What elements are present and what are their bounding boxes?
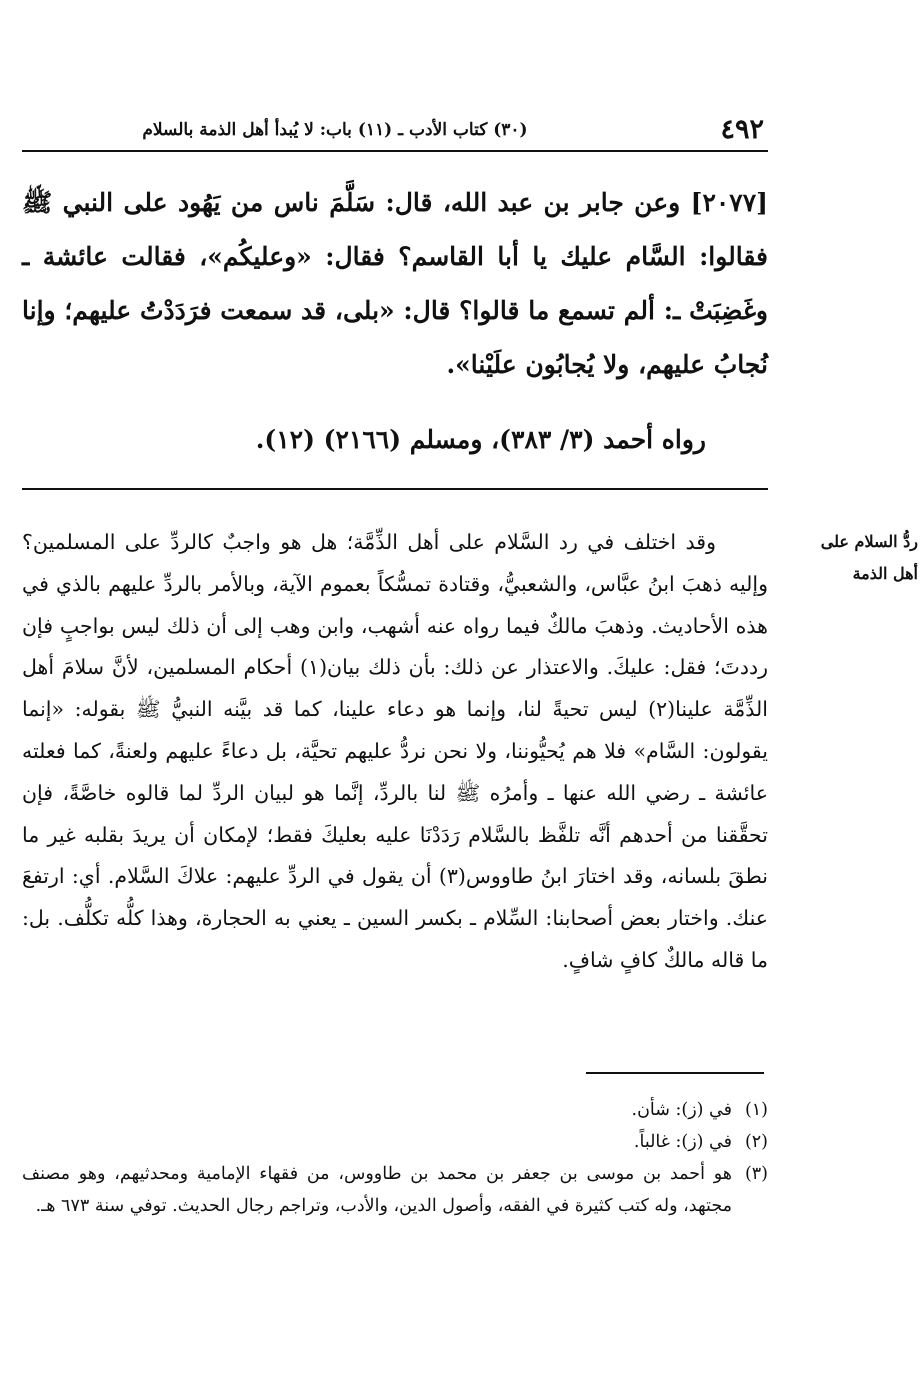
hadith-text: [٢٠٧٧] وعن جابر بن عبد الله، قال: سَلَّمَ ناس من يَهُود على النبي ﷺ فقالوا: السَّام عليك يا أبا القاسم؟ فقال: «وعليكُم»، فقالت عائشة ـ وغَضِبَتْ ـ: ألم تسمع ما قالوا؟ قال: «بلى، قد سمعت فرَدَدْتُ عليهم؛ وإنا نُجابُ عليهم، ولا يُجابُون علَيْنا». <box>22 188 768 379</box>
footnote-text: هو أحمد بن موسى بن جعفر بن محمد بن طاووس، من فقهاء الإمامية ومحدثيهم، وهو مصنف مجتهد، وله كتب كثيرة في الفقه، وأصول الدين، والأدب، وتراجم رجال الحديث. توفي سنة ٦٧٣ هـ. <box>22 1164 732 1216</box>
section-divider <box>22 488 768 490</box>
hadith-block <box>22 176 768 460</box>
page-number: ٤٩٢ <box>720 114 764 145</box>
footnotes <box>22 1094 768 1222</box>
running-title: (٣٠) كتاب الأدب ـ (١١) باب: لا يُبدأ أهل الذمة بالسلام <box>142 120 528 140</box>
margin-note-line: أهل الذمة <box>852 564 918 583</box>
footnote-text: في (ز): شأن. <box>631 1100 732 1120</box>
footnote-number: (٢) <box>744 1132 768 1152</box>
margin-note-line: ردُّ السلام على <box>820 532 918 551</box>
footnote-number: (٣) <box>744 1164 768 1184</box>
running-header <box>22 112 768 152</box>
footnote <box>22 1126 768 1158</box>
commentary-text: وقد اختلف في رد السَّلام على أهل الذِّمَّة؛ هل هو واجبٌ كالردِّ على المسلمين؟ وإليه ذهبَ ابنُ عبَّاس، والشعبيُّ، وقتادة تمسُّكاً بعموم الآية، وبالأمر بالردِّ عليهم بالذي في هذه الأحاديث. وذهبَ مالكٌ فيما رواه عنه أشهب، وابن وهب إلى أن ذلك ليس بواجبٍ فإن رددتَ؛ فقل: عليكَ. والاعتذار عن ذلك: بأن ذلك بيان(١) أحكام المسلمين، لأنَّ سلامَ أهل الذِّمَّة علينا(٢) ليس تحيةً لنا، وإنما هو دعاء علينا، كما قد بيَّنه النبيُّ ﷺ بقوله: «إنما يقولون: السَّام» فلا هم يُحيُّوننا، ولا نحن نردُّ عليهم تحيَّة، بل دعاءً عليهم ولعنةً، كما فعلته عائشة ـ رضي الله عنها ـ وأمرُه ﷺ لنا بالردِّ، إنَّما هو لبيان الردِّ لما قالوه خاصَّةً، فإن تحقَّقنا من أحدهم أنَّه تلفَّظ بالسَّلام رَدَدْنَا عليه بعليكَ فقط؛ لإمكان أن يريدَ بقلبه غير ما نطقَ بلسانه، وقد اختارَ ابنُ طاووس(٣) أن يقول في الردِّ عليهم: علاكَ السَّلام. أي: ارتفعَ عنك. واختار بعض أصحابنا: السِّلام ـ بكسر السين ـ يعني به الحجارة، وهذا كلُّه تكلُّف. بل: ما قاله مالكٌ كافٍ شافٍ. <box>22 530 768 972</box>
footnote-text: في (ز): غالباً. <box>633 1132 732 1152</box>
footnote-number: (١) <box>744 1100 768 1120</box>
commentary-block <box>22 522 768 982</box>
footnote <box>22 1094 768 1126</box>
footnote-divider <box>586 1072 764 1074</box>
footnote <box>22 1158 768 1222</box>
margin-note <box>790 526 918 590</box>
hadith-source: رواه أحمد (٣/ ٣٨٣)، ومسلم (٢١٦٦) (١٢). <box>255 425 706 454</box>
